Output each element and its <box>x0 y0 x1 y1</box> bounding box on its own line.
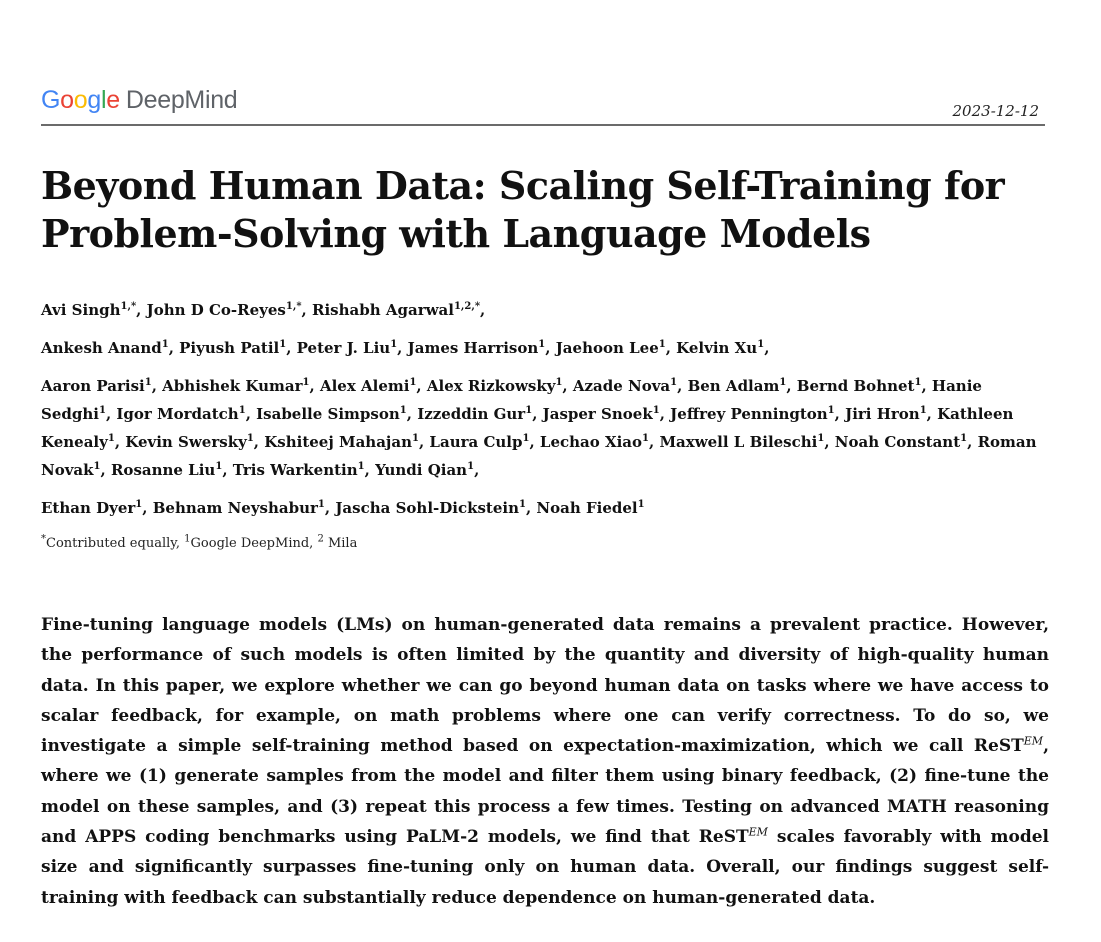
author-name: Laura Culp <box>429 433 523 451</box>
author-affiliation-sup: 1 <box>827 405 835 416</box>
google-deepmind-logo <box>41 86 237 120</box>
logo-letter: o <box>60 86 74 114</box>
author-name: Ankesh Anand <box>41 339 162 357</box>
author-name: Azade Nova <box>572 377 671 395</box>
author-affiliation-sup: 1,2,* <box>453 301 481 312</box>
affiliations-note <box>41 533 358 551</box>
author-name: Tris Warkentin <box>232 461 358 479</box>
abstract <box>41 610 1049 913</box>
author-affiliation-sup: 1 <box>519 499 526 510</box>
method-name: ReST <box>973 736 1024 757</box>
abstract-text: Fine-tuning language models (LMs) on human-generated data remains a prevalent practice. However, the performance of such models is often limited by the quantity and diversity of high-quality human data. In this paper, we explore whether we can go beyond human data on tasks where we have access to scalar feedback, for example, on math problems where one can verify correctness. To do so, we investigate a simple self-training method based on expectation-maximization, which we call <box>41 615 1049 757</box>
author-name: Kathleen Kenealy <box>41 405 1014 451</box>
author-affiliation-sup: 1 <box>817 433 825 444</box>
author-name: Noah Fiedel <box>536 499 638 517</box>
author-affiliation-sup: 1 <box>161 339 169 350</box>
author-name: Avi Singh <box>41 301 121 319</box>
author-affiliation-sup: 1 <box>914 377 922 388</box>
affil-sup: 1 <box>184 533 191 545</box>
publication-date: 2023-12-12 <box>952 102 1039 120</box>
author-affiliation-sup: 1 <box>135 499 143 510</box>
abstract-text: scales favorably with model size and significantly surpasses fine-tuning only on human data. Overall, our findings suggest self-training with feedback can substantially reduce dependence on human-generated data. <box>41 827 1049 908</box>
affil-text: Google DeepMind, <box>190 536 318 551</box>
logo-letter: G <box>41 86 61 114</box>
author-name: Ben Adlam <box>687 377 780 395</box>
author-name: Isabelle Simpson <box>256 405 400 423</box>
author-name: Jeffrey Pennington <box>670 405 828 423</box>
author-affiliation-sup: 1 <box>412 433 419 444</box>
author-name: Alex Rizkowsky <box>426 377 556 395</box>
author-name: Hanie Sedghi <box>41 377 982 423</box>
author-affiliation-sup: 1 <box>757 339 765 350</box>
author-affiliation-sup: 1 <box>960 433 968 444</box>
author-affiliation-sup: 1 <box>302 377 310 388</box>
author-affiliation-sup: 1 <box>642 433 649 444</box>
logo-letter: g <box>87 86 101 114</box>
author-name: Alex Alemi <box>319 377 410 395</box>
logo-letter: l <box>100 86 107 114</box>
author-affiliation-sup: 1 <box>658 339 666 350</box>
author-affiliation-sup: 1 <box>98 405 106 416</box>
author-affiliation-sup: 1,* <box>120 301 137 312</box>
author-affiliation-sup: 1,* <box>285 301 302 312</box>
author-affiliation-sup: 1 <box>238 405 246 416</box>
author-affiliation-sup: 1 <box>279 339 287 350</box>
author-name: Ethan Dyer <box>41 499 136 517</box>
author-block: Aaron Parisi$^1$, Abhishek Kumar$^1$, Alex Alemi$^1$, Alex Rizkowsky$^1$, Azade Nova$^1$, Ben Adlam$^1$, Bernd Bohnet$^1$, Hanie Sedghi$^1$, Igor Mordatch$^1$, Isabelle Simpson$^1$, Izzeddin Gur$^1$, Jasper Snoek$^1$, Jeffrey Pennington$^1$, Jiri Hron$^1$, Kathleen Kenealy$^1$, Kevin Swersky$^1$, Kshiteej Mahajan$^1$, Laura Culp$^1$, Lechao Xiao$^1$, Maxwell L Bileschi$^1$, Noah Constant$^1$, Roman Novak$^1$, Rosanne Liu$^1$, Tris Warkentin$^1$, Yundi Qian$^1$, <box>41 377 1037 479</box>
author-name: Yundi Qian <box>375 461 468 479</box>
author-affiliation-sup: 1 <box>467 461 475 472</box>
author-name: Abhishek Kumar <box>162 377 303 395</box>
author-affiliation-sup: 1 <box>555 377 563 388</box>
author-line-1: Avi Singh$^{1,*}$, John D Co-Reyes$^{1,*}$, Rishabh Agarwal$^{1,2,*}$, <box>41 301 486 319</box>
author-affiliation-sup: 1 <box>399 405 407 416</box>
header-rule <box>41 124 1045 126</box>
author-affiliation-sup: 1 <box>652 405 660 416</box>
author-affiliation-sup: 1 <box>93 461 101 472</box>
author-name: Jaehoon Lee <box>555 339 659 357</box>
author-line-2: Ankesh Anand$^1$, Piyush Patil$^1$, Peter J. Liu$^1$, James Harrison$^1$, Jaehoon Lee$^1$, Kelvin Xu$^1$, <box>41 339 770 357</box>
author-affiliation-sup: 1 <box>409 377 417 388</box>
author-name: Aaron Parisi <box>41 377 145 395</box>
affil-text: Mila <box>323 536 358 551</box>
logo-letter: o <box>73 86 88 114</box>
author-name: Kshiteej Mahajan <box>264 433 412 451</box>
logo-brand: DeepMind <box>125 86 238 114</box>
author-affiliation-sup: 1 <box>919 405 927 416</box>
author-affiliation-sup: 1 <box>637 499 645 510</box>
affil-sup: * <box>41 533 46 545</box>
author-name: Jasper Snoek <box>542 405 653 423</box>
author-affiliation-sup: 1 <box>317 499 325 510</box>
author-affiliation-sup: 1 <box>670 377 678 388</box>
author-affiliation-sup: 1 <box>390 339 398 350</box>
paper-title: Beyond Human Data: Scaling Self-Training for Problem-Solving with Language Models <box>41 163 1005 256</box>
author-name: Noah Constant <box>834 433 961 451</box>
author-name: Piyush Patil <box>179 339 280 357</box>
author-affiliation-sup: 1 <box>144 377 152 388</box>
affil-sup: 2 <box>317 533 324 545</box>
author-name: Igor Mordatch <box>116 405 239 423</box>
abstract-text: , where we (1) generate samples from the model and filter them using binary feedback, (2) fine-tune the model on these samples, and (3) repeat this process a few times. Testing on advanced MATH reasoning and APPS coding benchmarks using PaLM-2 models, we find that <box>41 736 1049 848</box>
author-name: Lechao Xiao <box>539 433 643 451</box>
author-name: Behnam Neyshabur <box>152 499 318 517</box>
author-affiliation-sup: 1 <box>538 339 546 350</box>
author-affiliation-sup: 1 <box>522 433 530 444</box>
logo-letter: e <box>106 86 120 114</box>
author-name: Bernd Bohnet <box>796 377 915 395</box>
affil-text: Contributed equally, <box>46 536 185 551</box>
author-affiliation-sup: 1 <box>779 377 787 388</box>
author-name: Rosanne Liu <box>110 461 216 479</box>
method-superscript: EM <box>1023 734 1044 748</box>
author-affiliation-sup: 1 <box>215 461 223 472</box>
author-list <box>41 296 1051 532</box>
author-name: Kelvin Xu <box>676 339 758 357</box>
author-name: John D Co-Reyes <box>146 301 286 319</box>
author-affiliation-sup: 1 <box>525 405 533 416</box>
author-name: Peter J. Liu <box>296 339 391 357</box>
author-name: James Harrison <box>407 339 539 357</box>
author-affiliation-sup: 1 <box>107 433 115 444</box>
author-affiliation-sup: 1 <box>357 461 365 472</box>
author-name: Maxwell L Bileschi <box>659 433 818 451</box>
method-name: ReST <box>698 827 749 848</box>
author-name: Jascha Sohl-Dickstein <box>335 499 519 517</box>
method-superscript: EM <box>748 825 768 839</box>
author-name: Jiri Hron <box>845 405 920 423</box>
author-name: Rishabh Agarwal <box>312 301 454 319</box>
author-line-last: Ethan Dyer$^1$, Behnam Neyshabur$^1$, Jascha Sohl-Dickstein$^1$, Noah Fiedel$^1$ <box>41 499 645 517</box>
author-name: Roman Novak <box>41 433 1037 479</box>
author-name: Kevin Swersky <box>125 433 247 451</box>
author-name: Izzeddin Gur <box>417 405 526 423</box>
author-affiliation-sup: 1 <box>246 433 254 444</box>
